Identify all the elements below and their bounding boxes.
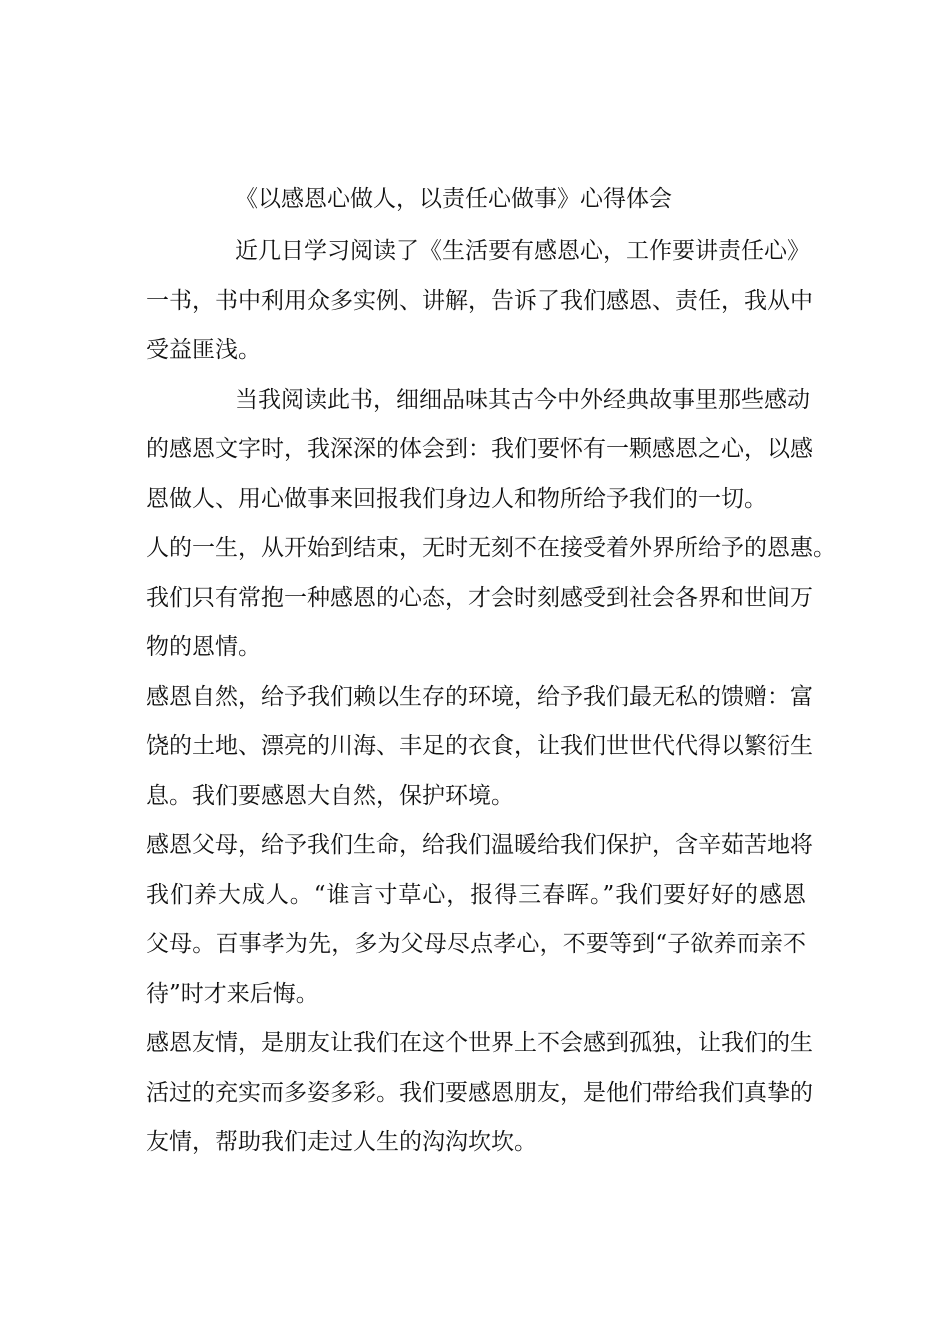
text-line-10: 感恩自然，给予我们赖以生存的环境，给予我们最无私的馈赠：富 xyxy=(146,683,813,710)
text-line-3: 受益匪浅。 xyxy=(146,337,261,363)
text-line-18: 活过的充实而多姿多彩。我们要感恩朋友，是他们带给我们真挚的 xyxy=(146,1079,813,1106)
text-line-7: 人的一生，从开始到结束，无时无刻不在接受着外界所给予的恩惠。 xyxy=(146,535,836,561)
text-line-4: 当我阅读此书，细细品味其古今中外经典故事里那些感动 xyxy=(235,386,810,413)
text-line-17: 感恩友情，是朋友让我们在这个世界上不会感到孤独，让我们的生 xyxy=(146,1030,813,1056)
text-line-14: 我们养大成人。“谁言寸草心，报得三春晖。”我们要好好的感恩 xyxy=(146,881,806,908)
text-line-1: 近几日学习阅读了《生活要有感恩心，工作要讲责任心》 xyxy=(235,238,810,264)
text-line-13: 感恩父母，给予我们生命，给我们温暖给我们保护，含辛茹苦地将 xyxy=(146,832,813,858)
text-line-16: 待”时才来后悔。 xyxy=(146,980,319,1007)
text-line-8: 我们只有常抱一种感恩的心态，才会时刻感受到社会各界和世间万 xyxy=(146,584,813,611)
text-line-5: 的感恩文字时，我深深的体会到：我们要怀有一颗感恩之心，以感 xyxy=(146,436,813,462)
document-body xyxy=(146,232,836,1173)
text-line-9: 物的恩情。 xyxy=(146,634,261,660)
text-line-19: 友情，帮助我们走过人生的沟沟坎坎。 xyxy=(146,1129,537,1155)
text-line-11: 饶的土地、漂亮的川海、丰足的衣食，让我们世世代代得以繁衍生 xyxy=(146,733,813,759)
document-title: 《以感恩心做人，以责任心做事》心得体会 xyxy=(235,186,672,212)
text-line-6: 恩做人、用心做事来回报我们身边人和物所给予我们的一切。 xyxy=(146,485,767,512)
text-line-12: 息。我们要感恩大自然，保护环境。 xyxy=(146,782,514,809)
text-line-2: 一书，书中利用众多实例、讲解，告诉了我们感恩、责任，我从中 xyxy=(146,287,813,314)
text-line-15: 父母。百事孝为先，多为父母尽点孝心，不要等到“子欲养而亲不 xyxy=(146,931,806,957)
